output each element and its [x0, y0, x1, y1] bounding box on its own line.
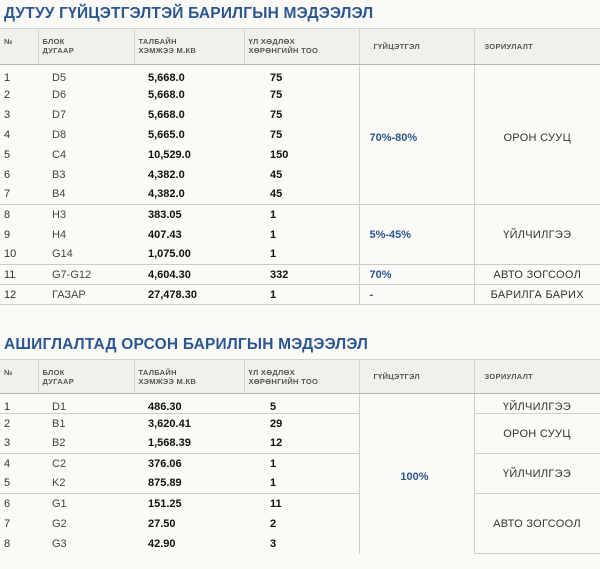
row-units: 3 — [270, 537, 277, 550]
row-block: D7 — [52, 108, 67, 121]
table-row — [0, 414, 600, 434]
table-row — [0, 494, 600, 514]
row-units: 45 — [270, 188, 283, 201]
purpose-cell: ОРОН СУУЦ — [503, 131, 572, 144]
row-no: 10 — [4, 248, 17, 261]
row-units: 11 — [244, 494, 359, 514]
row-block: H3 — [38, 205, 134, 225]
row-no: 3 — [4, 437, 11, 450]
row-units: 1 — [270, 228, 277, 241]
row-area: 5,668.0 — [148, 88, 185, 101]
purpose-cell: ҮЙЛЧИЛГЭЭ — [474, 205, 600, 265]
row-no: 1 — [4, 400, 11, 413]
row-block: B3 — [52, 168, 66, 181]
row-block: G2 — [52, 517, 67, 530]
row-units: 2 — [270, 517, 277, 530]
header-block: БЛОК ДУГААР — [38, 29, 134, 65]
occupancy-cell: 100% — [359, 394, 474, 554]
header-no: № — [0, 360, 38, 394]
row-no: 5 — [4, 148, 11, 161]
purpose-cell: ҮЙЛЧИЛГЭЭ — [474, 394, 600, 414]
table-row — [0, 285, 600, 305]
header-units: ҮЛ ХӨДЛӨХ ХӨРӨНГИЙН ТОО — [244, 29, 359, 65]
row-block: B1 — [38, 414, 134, 434]
section2-title: АШИГЛАЛТАД ОРСОН БАРИЛГЫН МЭДЭЭЛЭЛ — [4, 336, 369, 353]
row-units: 75 — [270, 128, 283, 141]
occupancy-cell: 70% — [359, 265, 474, 285]
row-block: D8 — [52, 128, 67, 141]
header-block: БЛОК ДУГААР — [38, 360, 134, 394]
row-area: 5,668.0 — [148, 108, 185, 121]
row-area: 1,075.00 — [148, 248, 191, 261]
row-area: 1,568.39 — [148, 437, 191, 450]
row-units: 29 — [244, 414, 359, 434]
row-block: B2 — [52, 437, 66, 450]
table-row — [0, 394, 600, 414]
row-block: ГАЗАР — [38, 285, 134, 305]
row-area: 27.50 — [148, 517, 176, 530]
table-row — [0, 265, 600, 285]
row-no: 2 — [0, 414, 38, 434]
row-no: 2 — [4, 88, 11, 101]
row-no: 8 — [0, 205, 38, 225]
row-no: 9 — [4, 228, 11, 241]
row-no: 4 — [4, 128, 11, 141]
row-area: 383.05 — [134, 205, 244, 225]
purpose-cell: ОРОН СУУЦ — [474, 414, 600, 454]
row-block: G3 — [52, 537, 67, 550]
row-no: 3 — [4, 108, 11, 121]
row-units: 75 — [270, 88, 283, 101]
occupancy-cell: - — [359, 285, 474, 305]
occupancy-cell: 70%-80% — [359, 65, 474, 205]
purpose-cell: ҮЙЛЧИЛГЭЭ — [474, 454, 600, 494]
row-no: 6 — [4, 168, 11, 181]
purpose-cell: АВТО ЗОГСООЛ — [474, 494, 600, 554]
table-row — [0, 205, 600, 225]
row-area: 151.25 — [134, 494, 244, 514]
row-units: 1 — [244, 454, 359, 474]
occupancy-cell: 5%-45% — [359, 205, 474, 265]
row-units: 1 — [244, 285, 359, 305]
row-block: G1 — [38, 494, 134, 514]
row-block: G7-G12 — [38, 265, 134, 285]
row-block: C4 — [52, 148, 67, 161]
row-block: G14 — [52, 248, 73, 261]
row-block: B4 — [52, 188, 66, 201]
table-row — [0, 65, 600, 85]
row-no: 4 — [0, 454, 38, 474]
header-purpose: ЗОРИУЛАЛТ — [474, 29, 600, 65]
row-area: 486.30 — [148, 400, 182, 413]
header-area: ТАЛБАЙН ХЭМЖЭЭ М.КВ — [134, 29, 244, 65]
row-units: 75 — [270, 108, 283, 121]
header-units: ҮЛ ХӨДЛӨХ ХӨРӨНГИЙН ТОО — [244, 360, 359, 394]
purpose-cell: АВТО ЗОГСООЛ — [474, 265, 600, 285]
header-occupancy: ГҮЙЦЭТГЭЛ — [359, 29, 474, 65]
row-units: 45 — [270, 168, 283, 181]
row-units: 1 — [270, 477, 277, 490]
row-area: 27,478.30 — [134, 285, 244, 305]
row-no: 1 — [4, 71, 11, 84]
section1-title: ДУТУУ ГҮЙЦЭТГЭЛТЭЙ БАРИЛГЫН МЭДЭЭЛЭЛ — [4, 5, 374, 22]
header-no: № — [0, 29, 38, 65]
row-area: 10,529.0 — [148, 148, 191, 161]
row-no: 11 — [0, 265, 38, 285]
table-row — [0, 454, 600, 474]
unfinished-buildings-table — [0, 28, 600, 305]
row-area: 376.06 — [134, 454, 244, 474]
row-units: 150 — [270, 148, 289, 161]
row-area: 407.43 — [148, 228, 182, 241]
header-area: ТАЛБАЙН ХЭМЖЭЭ М.КВ — [134, 360, 244, 394]
row-area: 4,382.0 — [148, 168, 185, 181]
row-no: 7 — [4, 517, 11, 530]
row-units: 12 — [270, 437, 283, 450]
row-no: 12 — [0, 285, 38, 305]
operational-buildings-table — [0, 359, 600, 554]
header-purpose: ЗОРИУЛАЛТ — [474, 360, 600, 394]
row-area: 5,668.0 — [148, 71, 185, 84]
row-block: C2 — [38, 454, 134, 474]
row-area: 875.89 — [148, 477, 182, 490]
row-units: 332 — [244, 265, 359, 285]
purpose-cell: БАРИЛГА БАРИХ — [474, 285, 600, 305]
row-area: 5,665.0 — [148, 128, 185, 141]
row-block: D1 — [52, 400, 67, 413]
row-area: 4,604.30 — [134, 265, 244, 285]
row-area: 3,620.41 — [134, 414, 244, 434]
row-units: 5 — [270, 400, 277, 413]
row-block: H4 — [52, 228, 67, 241]
header-occupancy: ГҮЙЦЭТГЭЛ — [359, 360, 474, 394]
row-no: 5 — [4, 477, 11, 490]
row-units: 75 — [270, 71, 283, 84]
row-no: 7 — [4, 188, 11, 201]
row-block: D5 — [52, 71, 67, 84]
row-area: 42.90 — [148, 537, 176, 550]
row-no: 6 — [0, 494, 38, 514]
row-units: 1 — [244, 205, 359, 225]
row-block: K2 — [52, 477, 66, 490]
row-area: 4,382.0 — [148, 188, 185, 201]
row-units: 1 — [270, 248, 277, 261]
row-block: D6 — [52, 88, 67, 101]
row-no: 8 — [4, 537, 11, 550]
